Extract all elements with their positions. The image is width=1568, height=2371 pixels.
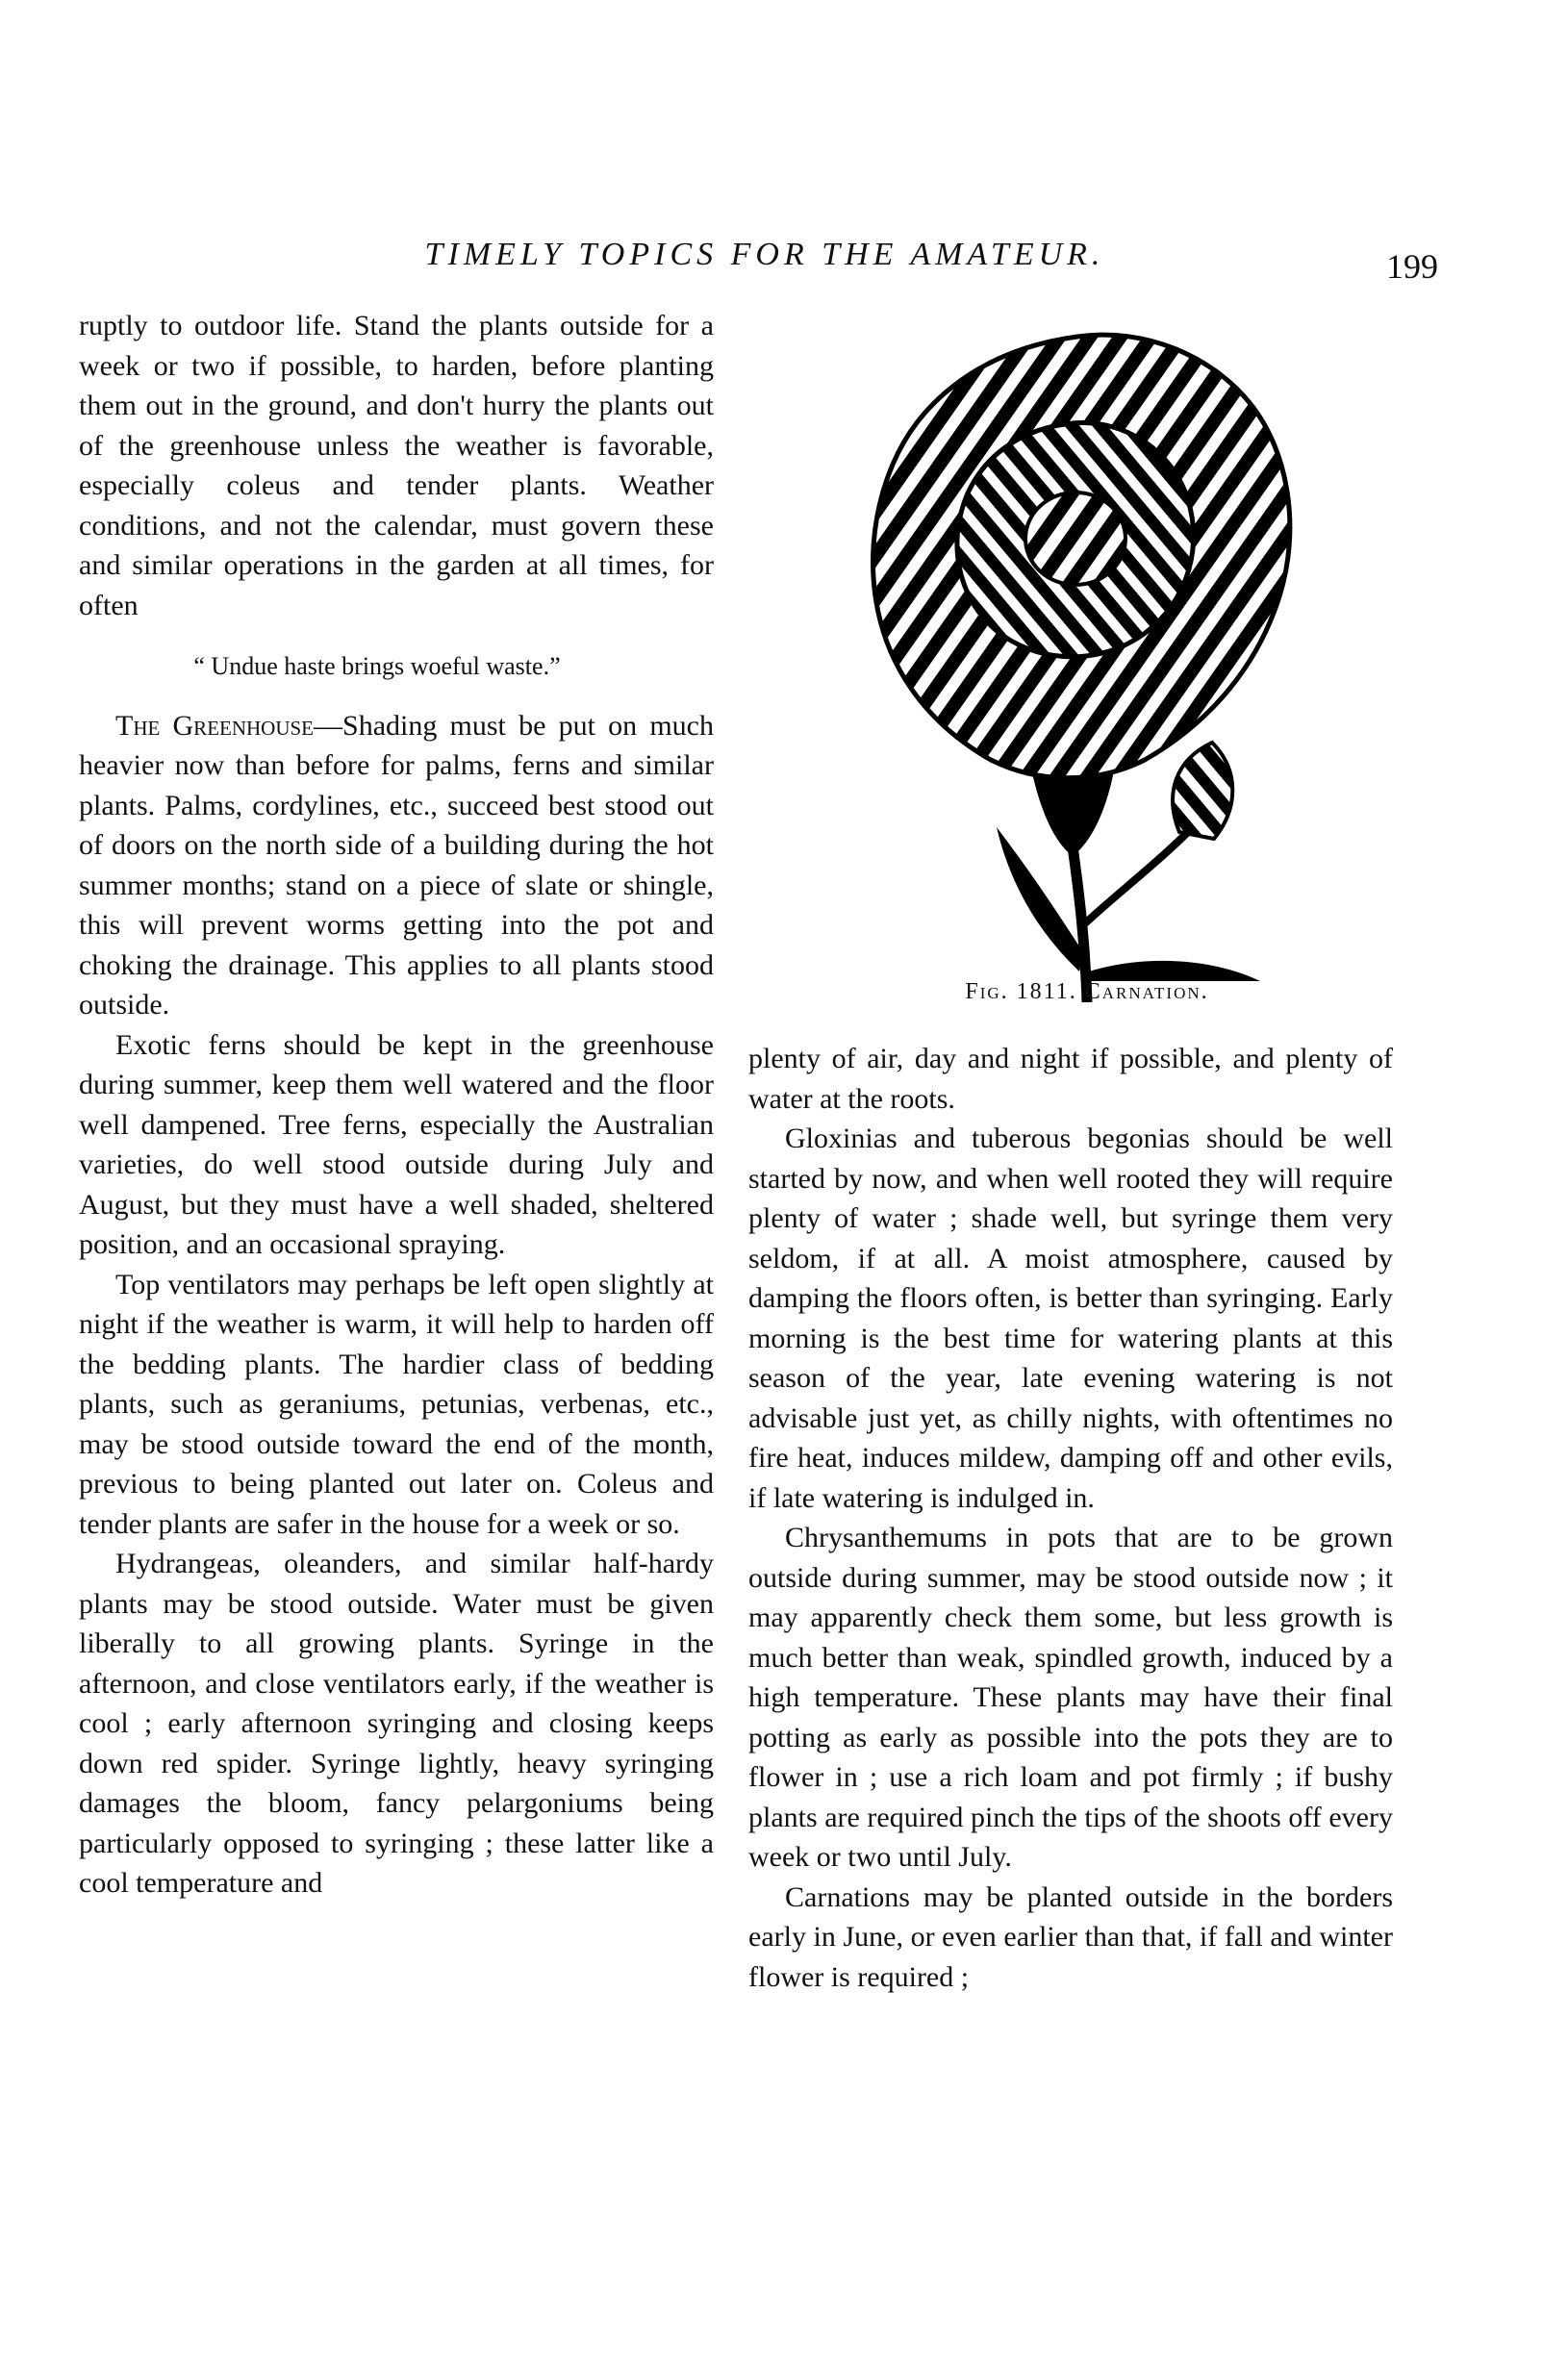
carnation-illustration: [827, 308, 1366, 1010]
greenhouse-text: —Shading must be put on much heavier now than before for palms, ferns and similar plants. Palms, cordylines, etc., succeed best stood out of doors on the north side of a building during the hot summer months; stand on a piece of slate or shingle, this will prevent worms getting into the pot and choking the drainage. This applies to all plants stood outside.: [79, 709, 714, 1021]
figure-caption: Fig. 1811. Carnation.: [965, 979, 1209, 1004]
chrysanthemums-paragraph: Chrysanthemums in pots that are to be grown outside during summer, may be stood outside now ; it may apparently check them some, but less growth is much better than weak, spindled growth, induced by a high temperature. These plants may have their final potting as early as possible into the pots they are to flower in ; use a rich loam and pot firmly ; if bushy plants are required pinch the tips of the shoots off every week or two until July.: [748, 1522, 1393, 1873]
greenhouse-paragraph: [79, 706, 714, 1025]
flower-center: [1025, 492, 1125, 585]
flower-bud: [1173, 743, 1232, 839]
ventilators-paragraph: Top ventilators may perhaps be left open slightly at night if the weather is warm, it will help to harden off the bedding plants. The hardier class of bedding plants, such as geraniums, petunias, verbenas, etc., may be stood outside toward the end of the month, previous to being planted out later on. Coleus and tender plants are safer in the house for a week or so.: [79, 1268, 714, 1540]
right-column: [748, 1039, 1393, 1997]
leaf-right: [1089, 961, 1260, 981]
intro-paragraph: ruptly to outdoor life. Stand the plants outside for a week or two if possible, to harden, before planting them out in the ground, and don't hurry the plants out of the greenhouse unless the weather is favorable, especially coleus and tender plants. Weather conditions, and not the calendar, must govern these and similar operations in the garden at all times, for often: [79, 310, 714, 621]
hydrangeas-paragraph: Hydrangeas, oleanders, and similar half-hardy plants may be stood outside. Water must be given liberally to all growing plants. Syringe in the afternoon, and close ventilators early, if the weather is cool ; early afternoon syringing and closing keeps down red spider. Syringe lightly, heavy syringing damages the bloom, fancy pelargoniums being particularly opposed to syringing ; these latter like a cool temperature and: [79, 1548, 714, 1899]
proverb-quote: “ Undue haste brings woeful waste.”: [193, 652, 561, 680]
carnation-drawing: [827, 308, 1366, 1010]
greenhouse-heading: The Greenhouse: [115, 709, 315, 742]
ferns-paragraph: Exotic ferns should be kept in the greenhouse during summer, keep them well watered and the floor well dampened. Tree ferns, especially the Australian varieties, do well stood outside during July and August, but they must have a well shaded, sheltered position, and an occasional spraying.: [79, 1028, 714, 1260]
page-number: 199: [1386, 247, 1438, 286]
side-stem: [1085, 827, 1193, 923]
left-column: [79, 306, 714, 1904]
gloxinias-paragraph: Gloxinias and tuberous begonias should be well started by now, and when well rooted they will require plenty of water ; shade well, but syringe them very seldom, if at all. A moist atmosphere, caused by damping the floors often, is better than syringing. Early morning is the best time for watering plants at this season of the year, late evening watering is not advisable just yet, as chilly nights, with oftentimes no fire heat, induces mildew, damping off and other evils, if late watering is indulged in.: [748, 1122, 1393, 1514]
carnations-paragraph: Carnations may be planted outside in the borders early in June, or even earlier than that, if fall and winter flower is required ;: [748, 1880, 1393, 1993]
continuation-paragraph: plenty of air, day and night if possible, and plenty of water at the roots.: [748, 1043, 1393, 1115]
running-title: TIMELY TOPICS FOR THE AMATEUR.: [424, 237, 1105, 272]
